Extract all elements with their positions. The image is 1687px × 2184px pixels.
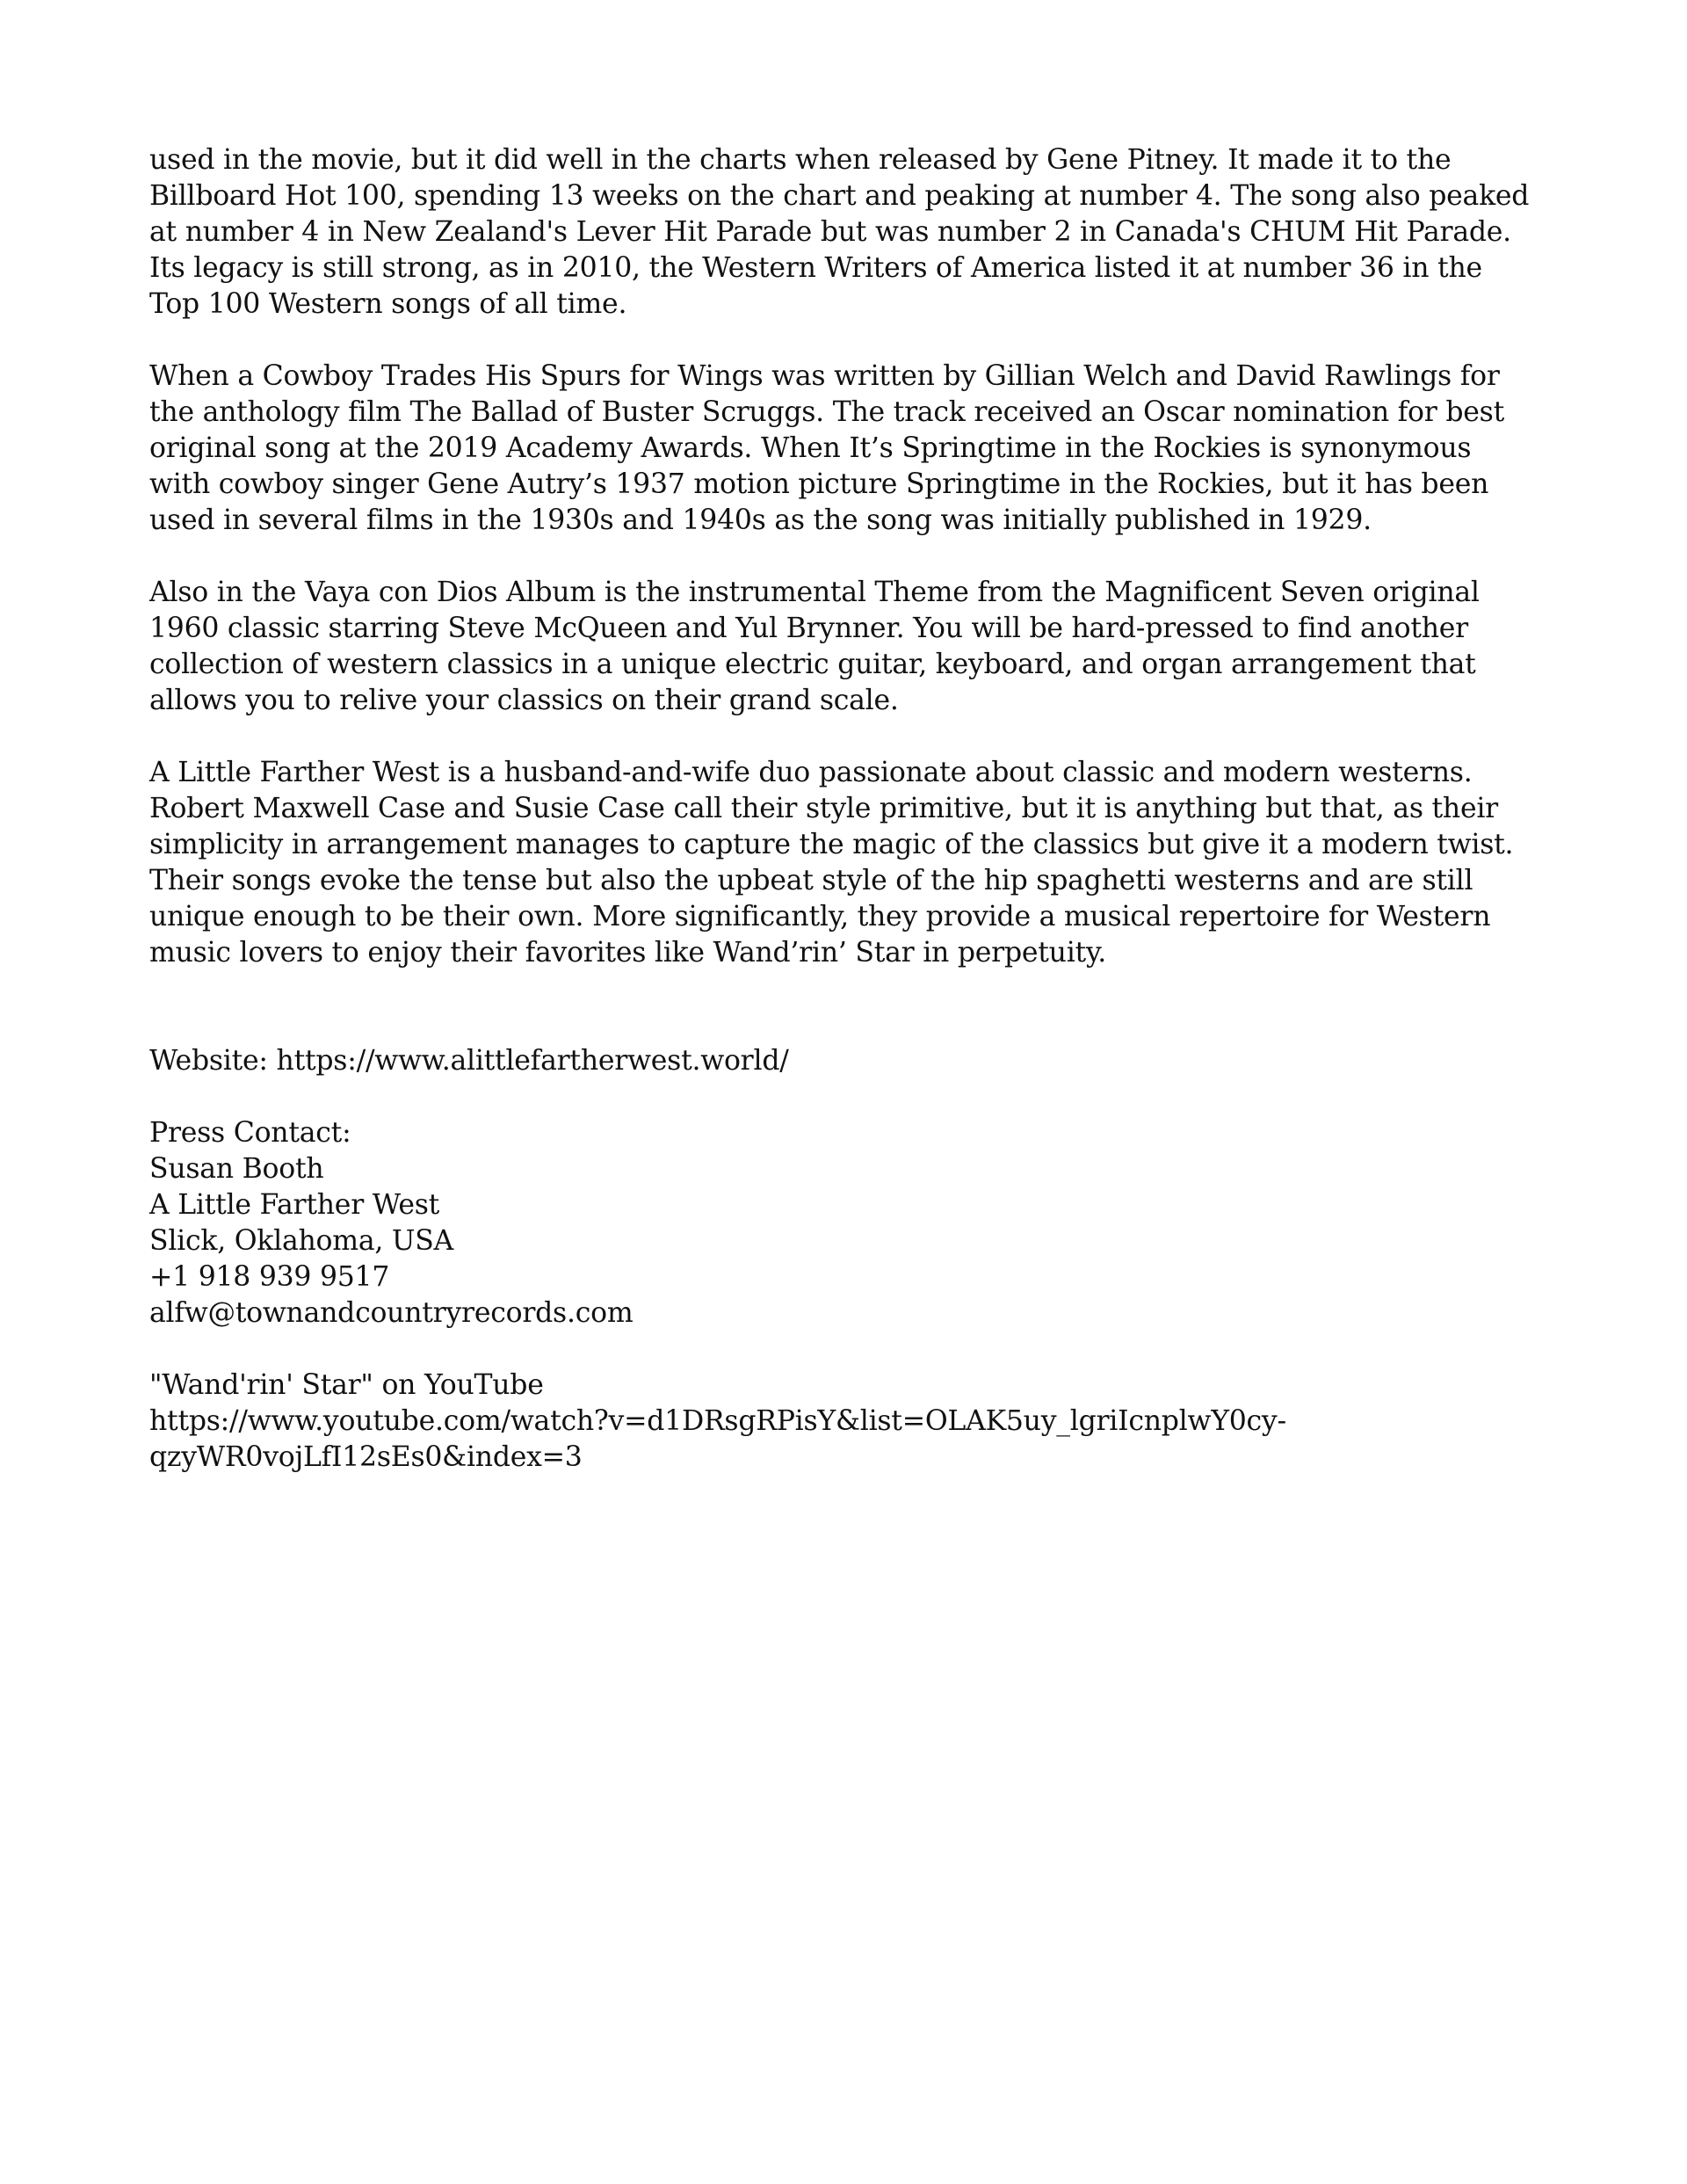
text-line: Their songs evoke the tense but also the upbeat style of the hip spaghetti westerns and are still bbox=[149, 865, 1473, 896]
press-contact-block bbox=[149, 1115, 1538, 1331]
text-line: original song at the 2019 Academy Awards. When It’s Springtime in the Rockies is synonymous bbox=[149, 432, 1472, 464]
text-line: used in the movie, but it did well in the charts when released by Gene Pitney. It made it to the bbox=[149, 144, 1452, 176]
document-page bbox=[149, 142, 1538, 1512]
text-line: Its legacy is still strong, as in 2010, the Western Writers of America listed it at number 36 in the bbox=[149, 252, 1482, 284]
text-line: When a Cowboy Trades His Spurs for Wings was written by Gillian Welch and David Rawlings for bbox=[149, 360, 1500, 392]
text-line: with cowboy singer Gene Autry’s 1937 motion picture Springtime in the Rockies, but it has been bbox=[149, 468, 1489, 500]
youtube-link[interactable]: qzyWR0vojLfI12sEs0&index=3 bbox=[149, 1441, 583, 1473]
text-line: A Little Farther West is a husband-and-wife duo passionate about classic and modern westerns. bbox=[149, 757, 1473, 788]
website-line[interactable]: Website: https://www.alittlefartherwest.world/ bbox=[149, 1045, 789, 1077]
contact-organization: A Little Farther West bbox=[149, 1189, 440, 1221]
paragraph-vaya-con-dios bbox=[149, 575, 1538, 719]
contact-email[interactable]: alfw@townandcountryrecords.com bbox=[149, 1297, 634, 1329]
text-line: Also in the Vaya con Dios Album is the instrumental Theme from the Magnificent Seven original bbox=[149, 577, 1480, 608]
text-line: simplicity in arrangement manages to capture the magic of the classics but give it a modern twist. bbox=[149, 829, 1514, 860]
text-line: unique enough to be their own. More significantly, they provide a musical repertoire for Western bbox=[149, 901, 1491, 932]
contact-phone: +1 918 939 9517 bbox=[149, 1261, 390, 1293]
text-line: Top 100 Western songs of all time. bbox=[149, 288, 627, 320]
youtube-block bbox=[149, 1368, 1538, 1476]
contact-name: Susan Booth bbox=[149, 1153, 324, 1185]
contact-location: Slick, Oklahoma, USA bbox=[149, 1225, 454, 1257]
text-line: music lovers to enjoy their favorites like Wand’rin’ Star in perpetuity. bbox=[149, 937, 1107, 969]
paragraph-movie-charts bbox=[149, 142, 1538, 323]
text-line: at number 4 in New Zealand's Lever Hit Parade but was number 2 in Canada's CHUM Hit Parade. bbox=[149, 216, 1511, 248]
paragraph-cowboy-spurs bbox=[149, 359, 1538, 539]
youtube-title: "Wand'rin' Star" on YouTube bbox=[149, 1369, 544, 1401]
text-line: allows you to relive your classics on their grand scale. bbox=[149, 685, 899, 716]
text-line: 1960 classic starring Steve McQueen and Yul Brynner. You will be hard-pressed to find another bbox=[149, 613, 1468, 644]
website-block bbox=[149, 1043, 1538, 1079]
blank-line bbox=[149, 1007, 1538, 1043]
text-line: Robert Maxwell Case and Susie Case call their style primitive, but it is anything but that, as their bbox=[149, 793, 1498, 824]
text-line: Billboard Hot 100, spending 13 weeks on the chart and peaking at number 4. The song also peaked bbox=[149, 180, 1530, 212]
text-line: used in several films in the 1930s and 1940s as the song was initially published in 1929. bbox=[149, 504, 1372, 536]
youtube-link[interactable]: https://www.youtube.com/watch?v=d1DRsgRPisY&list=OLAK5uy_lgriIcnplwY0cy- bbox=[149, 1405, 1286, 1437]
text-line: the anthology film The Ballad of Buster Scruggs. The track received an Oscar nomination for best bbox=[149, 396, 1504, 428]
text-line: collection of western classics in a unique electric guitar, keyboard, and organ arrangement that bbox=[149, 649, 1476, 680]
press-contact-heading: Press Contact: bbox=[149, 1117, 351, 1149]
paragraph-duo-description bbox=[149, 755, 1538, 971]
